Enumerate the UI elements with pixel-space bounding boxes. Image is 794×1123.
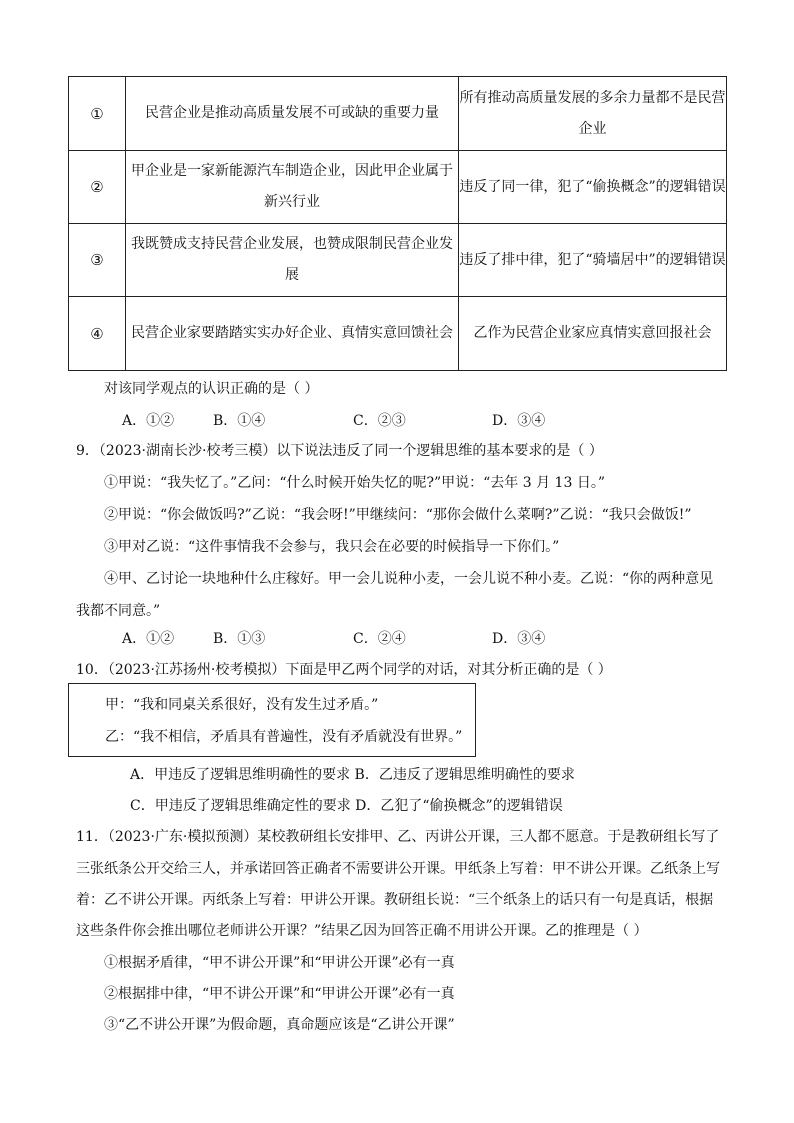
row-number: ② <box>69 151 126 224</box>
analysis-cell: 所有推动高质量发展的多余力量都不是民营企业 <box>459 77 727 151</box>
options-table <box>68 76 727 371</box>
analysis-cell: 违反了排中律，犯了“骑墙居中”的逻辑错误 <box>459 224 727 297</box>
option-c[interactable]: C．②③ <box>353 413 406 429</box>
option-b[interactable]: B．①④ <box>213 413 266 429</box>
question-11-item: ①根据矛盾律，“甲不讲公开课”和“甲讲公开课”必有一真 <box>104 955 455 971</box>
question-9-item: ①甲说：“我失忆了。”乙问：“什么时候开始失忆的呢?”甲说：“去年 3 月 13 日。” <box>104 475 605 491</box>
table-row <box>69 224 727 297</box>
statement-cell: 民营企业家要踏踏实实办好企业、真情实意回馈社会 <box>126 297 459 371</box>
table-row <box>69 77 727 151</box>
statement-cell: 民营企业是推动高质量发展不可或缺的重要力量 <box>126 77 459 151</box>
option-a[interactable]: A．①② <box>122 631 175 647</box>
table-row <box>69 151 727 224</box>
question-8-stem: 对该同学观点的认识正确的是（ ） <box>104 381 319 397</box>
question-10-stem: 10．（2023·江苏扬州·校考模拟）下面是甲乙两个同学的对话，对其分析正确的是（ ） <box>76 662 612 678</box>
analysis-cell: 乙作为民营企业家应真情实意回报社会 <box>459 297 727 371</box>
question-11-stem: 11．（2023·广东·模拟预测）某校教研组长安排甲、乙、丙讲公开课，三人都不愿意。于是教研组长写了 <box>76 829 720 845</box>
option-d[interactable]: D．③④ <box>492 413 546 429</box>
question-11-stem: 三张纸条公开交给三人，并承诺回答正确者不需要讲公开课。甲纸条上写着：甲不讲公开课。乙纸条上写 <box>76 861 720 877</box>
question-11-stem: 这些条件你会推出哪位老师讲公开课？”结果乙因为回答正确不用讲公开课。乙的推理是（ ） <box>76 923 648 939</box>
option-a[interactable]: A．①② <box>122 413 175 429</box>
question-11-item: ③“乙不讲公开课”为假命题，真命题应该是“乙讲公开课” <box>104 1017 455 1033</box>
analysis-cell: 违反了同一律，犯了“偷换概念”的逻辑错误 <box>459 151 727 224</box>
option-b[interactable]: B．①③ <box>213 631 266 647</box>
dialogue-box <box>68 683 476 757</box>
question-9-item-continued: 我都不同意。” <box>76 603 161 619</box>
row-number: ④ <box>69 297 126 371</box>
dialogue-line-jia: 甲：“我和同桌关系很好，没有发生过矛盾。” <box>105 697 379 713</box>
row-number: ③ <box>69 224 126 297</box>
option-ab[interactable]: A．甲违反了逻辑思维明确性的要求 B．乙违反了逻辑思维明确性的要求 <box>130 767 575 783</box>
statement-cell: 甲企业是一家新能源汽车制造企业，因此甲企业属于新兴行业 <box>126 151 459 224</box>
question-9-item: ②甲说：“你会做饭吗?”乙说：“我会呀!”甲继续问：“那你会做什么菜啊?”乙说：“我只会做饭!” <box>104 507 692 523</box>
table-row <box>69 297 727 371</box>
statement-cell: 我既赞成支持民营企业发展，也赞成限制民营企业发展 <box>126 224 459 297</box>
dialogue-line-yi: 乙：“我不相信，矛盾具有普遍性，没有矛盾就没有世界。” <box>105 729 463 745</box>
row-number: ① <box>69 77 126 151</box>
option-d[interactable]: D．③④ <box>492 631 546 647</box>
question-9-item: ③甲对乙说：“这件事情我不会参与，我只会在必要的时候指导一下你们。” <box>104 539 560 555</box>
question-9-item: ④甲、乙讨论一块地种什么庄稼好。甲一会儿说种小麦，一会儿说不种小麦。乙说：“你的两种意见 <box>104 571 714 587</box>
question-11-stem: 着：乙不讲公开课。丙纸条上写着：甲讲公开课。教研组长说：“三个纸条上的话只有一句是真话，根据 <box>76 892 714 908</box>
option-c[interactable]: C．②④ <box>353 631 406 647</box>
question-9-stem: 9．（2023·湖南长沙·校考三模）以下说法违反了同一个逻辑思维的基本要求的是（ ） <box>76 443 603 459</box>
option-cd[interactable]: C．甲违反了逻辑思维确定性的要求 D．乙犯了“偷换概念”的逻辑错误 <box>130 798 563 814</box>
question-11-item: ②根据排中律，“甲不讲公开课”和“甲讲公开课”必有一真 <box>104 986 455 1002</box>
